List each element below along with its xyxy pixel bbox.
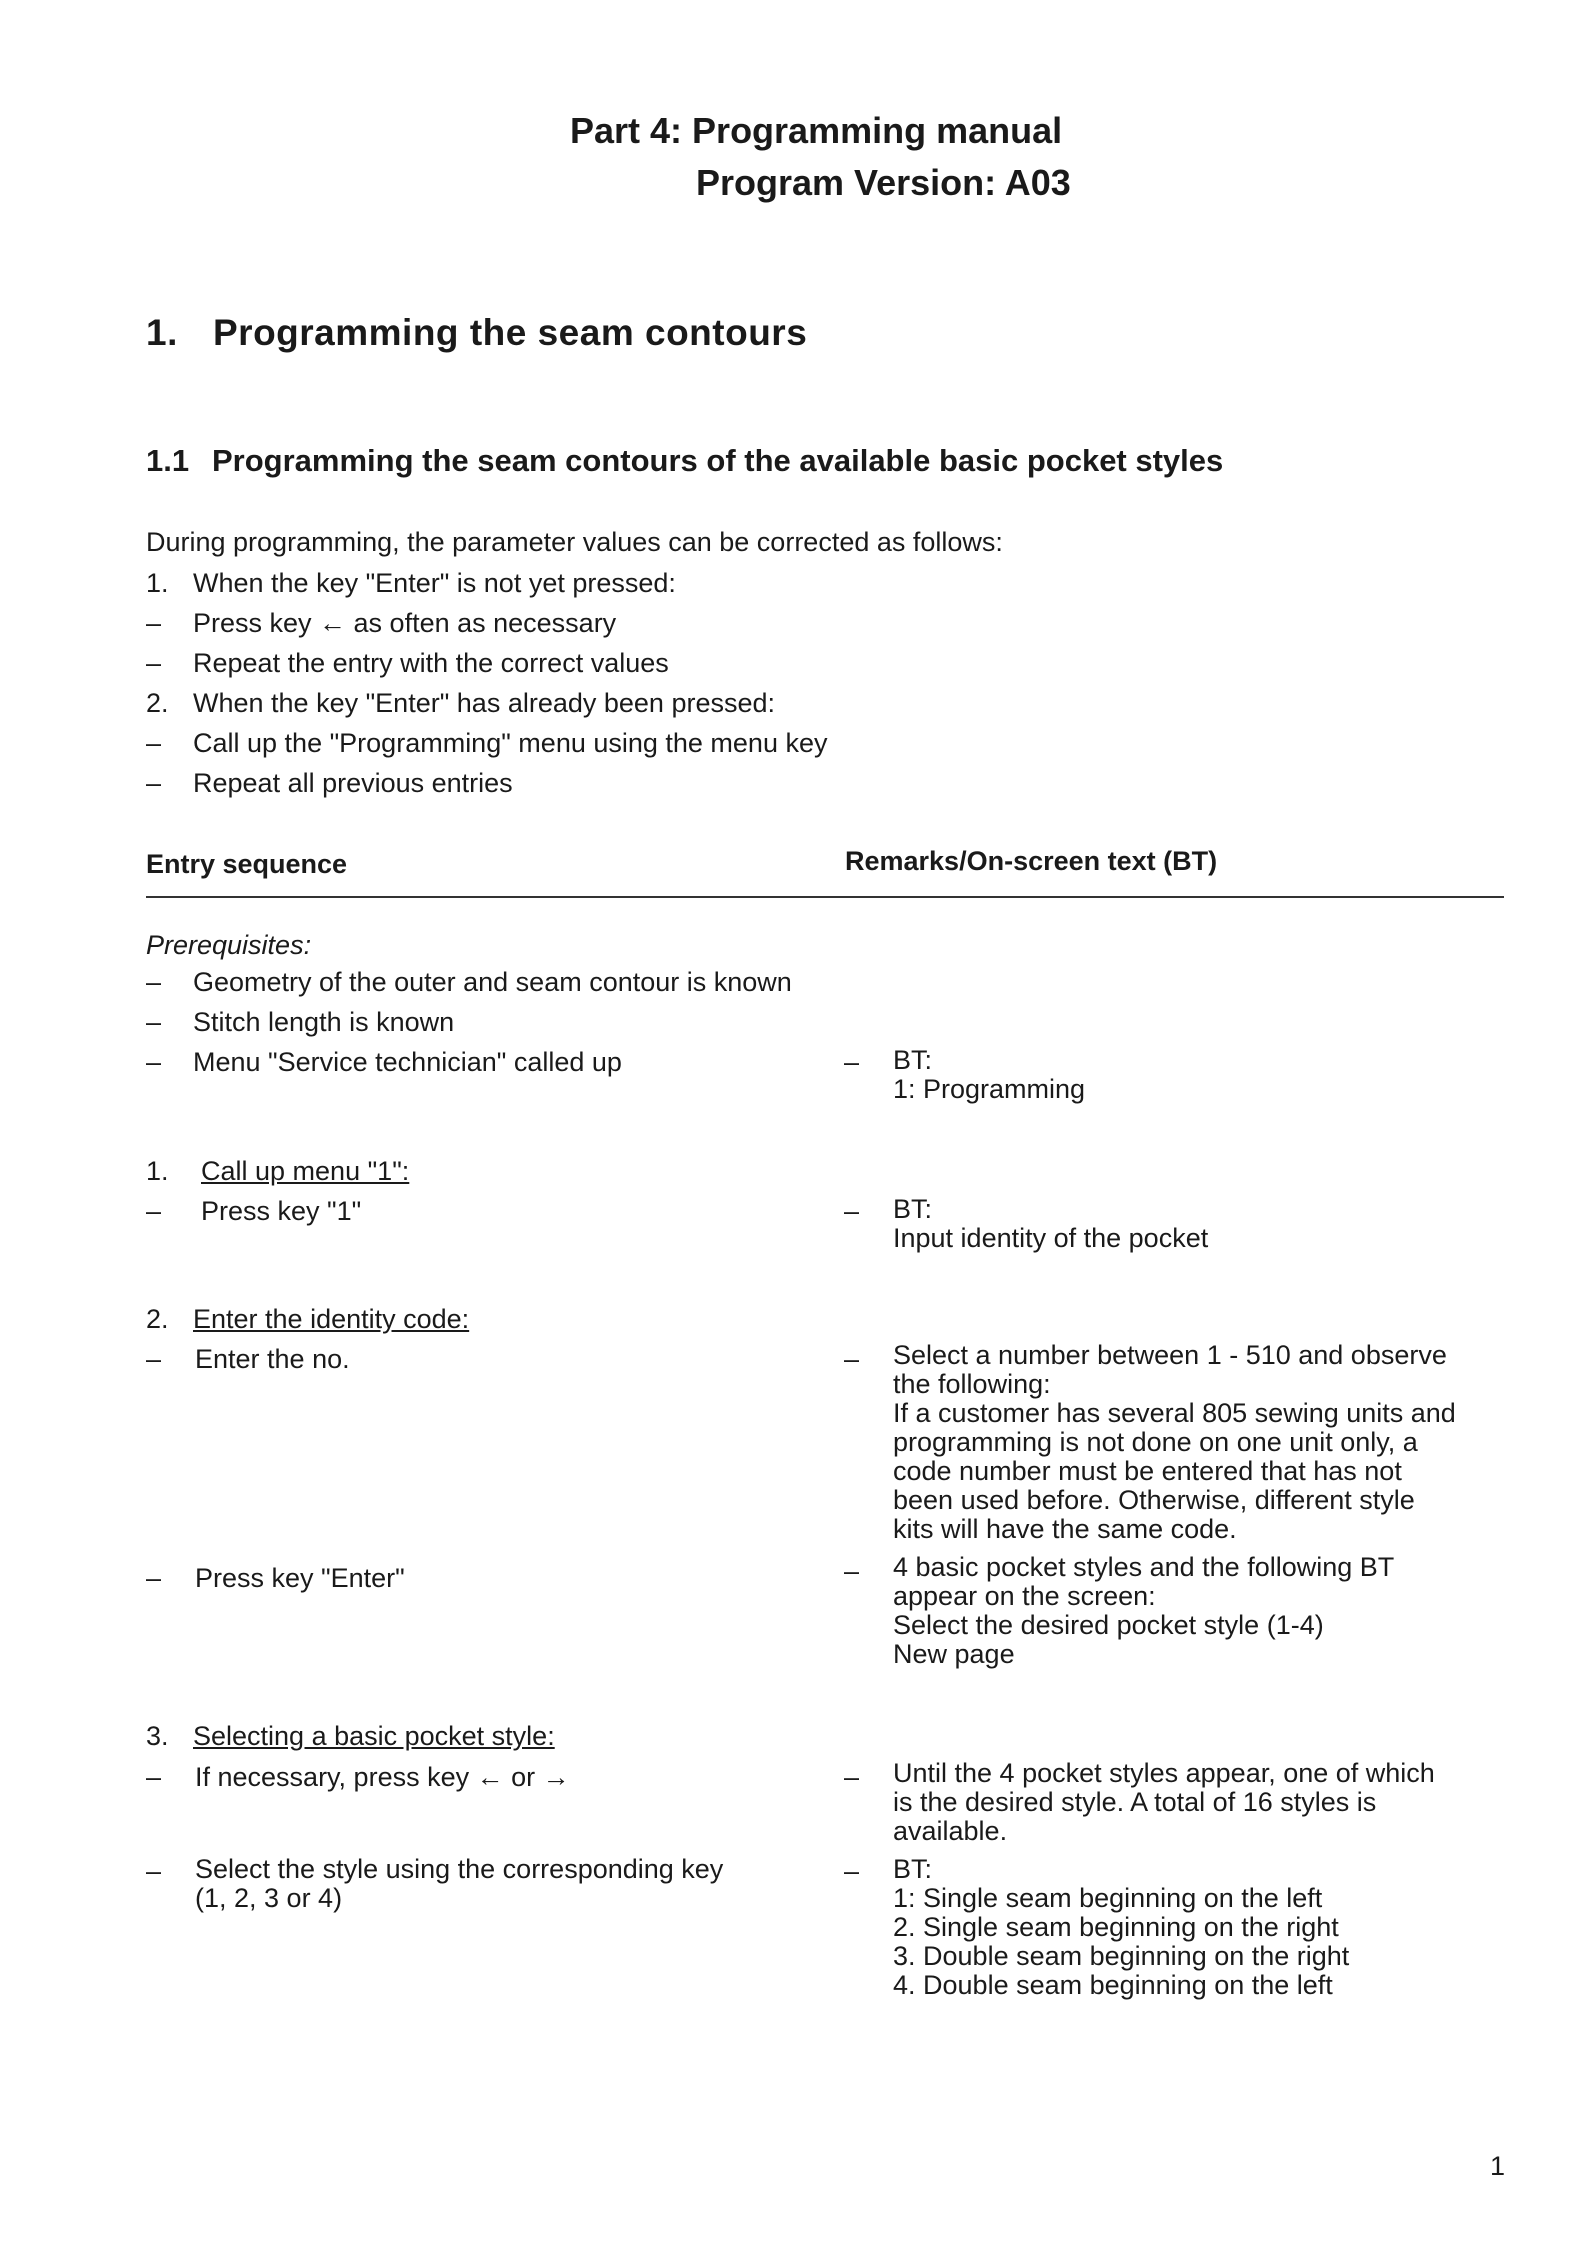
step-3-number: 3. xyxy=(146,1721,169,1751)
action-line: Select the style using the corresponding key xyxy=(195,1854,724,1884)
remark-line: is the desired style. A total of 16 styles is xyxy=(893,1787,1377,1817)
step-3-remark-select xyxy=(893,1855,1349,2000)
bullet-dash: – xyxy=(844,1344,860,1374)
remark-line: Select a number between 1 - 510 and observe xyxy=(893,1340,1447,1370)
intro-item: When the key "Enter" has already been pressed: xyxy=(193,688,776,718)
intro-marker: 2. xyxy=(146,688,169,718)
remark-line: been used before. Otherwise, different style xyxy=(893,1485,1415,1515)
bullet-dash: – xyxy=(146,1563,162,1593)
remark-line: BT: xyxy=(893,1045,933,1075)
intro-lead: During programming, the parameter values can be corrected as follows: xyxy=(146,527,1003,557)
remark-line: code number must be entered that has not xyxy=(893,1456,1402,1486)
bullet-dash: – xyxy=(844,1196,860,1226)
intro-item: Repeat the entry with the correct values xyxy=(193,648,669,678)
intro-marker: – xyxy=(146,648,162,678)
step-1-remark xyxy=(893,1195,1208,1253)
step-2-remark-enter xyxy=(893,1553,1394,1669)
remark-line: Input identity of the pocket xyxy=(893,1223,1209,1253)
column-header-entry-sequence: Entry sequence xyxy=(146,849,348,879)
remark-line: If a customer has several 805 sewing units and xyxy=(893,1398,1456,1428)
intro-item: Repeat all previous entries xyxy=(193,768,513,798)
bullet-dash: – xyxy=(146,1196,162,1226)
remark-line: New page xyxy=(893,1639,1015,1669)
remark-line: 4. Double seam beginning on the left xyxy=(893,1970,1333,2000)
prerequisite-remark xyxy=(893,1046,1085,1104)
manual-part-title: Part 4: Programming manual xyxy=(570,110,1063,151)
step-3-remark-navigate xyxy=(893,1759,1435,1846)
intro-item: Press key ← as often as necessary xyxy=(193,608,617,638)
step-2-remark-number xyxy=(893,1341,1456,1544)
section-1-1-title: Programming the seam contours of the available basic pocket styles xyxy=(212,443,1224,478)
remark-line: Until the 4 pocket styles appear, one of which xyxy=(893,1758,1435,1788)
bullet-dash: – xyxy=(146,1856,162,1886)
step-2-action-press-enter: Press key "Enter" xyxy=(195,1563,405,1593)
program-version: Program Version: A03 xyxy=(696,162,1071,203)
step-1-title: Call up menu "1": xyxy=(201,1156,410,1186)
intro-item: When the key "Enter" is not yet pressed: xyxy=(193,568,676,598)
page-number: 1 xyxy=(1490,2151,1506,2181)
step-1-number: 1. xyxy=(146,1156,169,1186)
intro-marker: – xyxy=(146,728,162,758)
intro-marker: – xyxy=(146,768,162,798)
bullet-dash: – xyxy=(844,1762,860,1792)
remark-line: Select the desired pocket style (1-4) xyxy=(893,1610,1324,1640)
action-line: (1, 2, 3 or 4) xyxy=(195,1883,343,1913)
intro-item: Call up the "Programming" menu using the menu key xyxy=(193,728,828,758)
remark-line: 1: Programming xyxy=(893,1074,1086,1104)
intro-marker: – xyxy=(146,608,162,638)
prerequisite-item: Menu "Service technician" called up xyxy=(193,1047,622,1077)
remark-line: available. xyxy=(893,1816,1008,1846)
bullet-dash: – xyxy=(844,1856,860,1886)
bullet-dash: – xyxy=(844,1556,860,1586)
prerequisites-title: Prerequisites: xyxy=(146,930,312,960)
intro-marker: 1. xyxy=(146,568,169,598)
remark-line: 4 basic pocket styles and the following BT xyxy=(893,1552,1395,1582)
bullet-dash: – xyxy=(146,1007,162,1037)
remark-line: BT: xyxy=(893,1854,933,1884)
step-2-action-enter-number: Enter the no. xyxy=(195,1344,350,1374)
prerequisite-item: Stitch length is known xyxy=(193,1007,455,1037)
remark-line: 1: Single seam beginning on the left xyxy=(893,1883,1323,1913)
column-header-remarks: Remarks/On-screen text (BT) xyxy=(845,846,1218,876)
prerequisite-item: Geometry of the outer and seam contour is known xyxy=(193,967,792,997)
remark-line: appear on the screen: xyxy=(893,1581,1156,1611)
remark-line: kits will have the same code. xyxy=(893,1514,1237,1544)
remark-line: programming is not done on one unit only, a xyxy=(893,1427,1418,1457)
step-3-title: Selecting a basic pocket style: xyxy=(193,1721,555,1751)
remark-line: 2. Single seam beginning on the right xyxy=(893,1912,1339,1942)
bullet-dash: – xyxy=(146,1762,162,1792)
bullet-dash: – xyxy=(146,967,162,997)
remark-line: 3. Double seam beginning on the right xyxy=(893,1941,1350,1971)
remark-line: BT: xyxy=(893,1194,933,1224)
section-1-title: Programming the seam contours xyxy=(213,312,808,353)
section-1-number: 1. xyxy=(146,312,178,353)
step-2-number: 2. xyxy=(146,1304,169,1334)
bullet-dash: – xyxy=(844,1047,860,1077)
step-3-action-navigate: If necessary, press key ← or → xyxy=(195,1762,570,1792)
section-1-1-number: 1.1 xyxy=(146,443,190,478)
bullet-dash: – xyxy=(146,1344,162,1374)
bullet-dash: – xyxy=(146,1047,162,1077)
remark-line: the following: xyxy=(893,1369,1051,1399)
step-2-title: Enter the identity code: xyxy=(193,1304,470,1334)
step-1-action: Press key "1" xyxy=(201,1196,362,1226)
table-header-rule xyxy=(146,896,1504,898)
step-3-action-select xyxy=(195,1855,723,1913)
